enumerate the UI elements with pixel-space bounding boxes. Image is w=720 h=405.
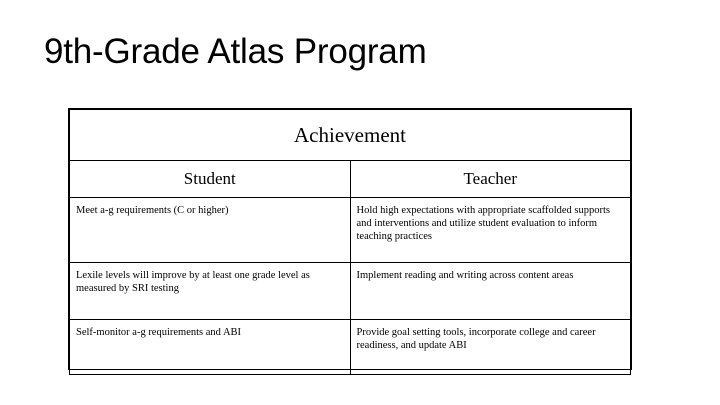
student-cell: Lexile levels will improve by at least one grade level as measured by SRI testing: [70, 263, 351, 320]
student-cell: Meet a-g requirements (C or higher): [70, 198, 351, 263]
table-row: [70, 263, 631, 320]
teacher-cell: Implement reading and writing across content areas: [350, 263, 631, 320]
achievement-table: [68, 108, 632, 370]
table-header-achievement: Achievement: [70, 110, 631, 161]
teacher-cell: Hold high expectations with appropriate scaffolded supports and interventions and utilize student evaluation to inform teaching practices: [350, 198, 631, 263]
student-cell: Self-monitor a-g requirements and ABI: [70, 320, 351, 375]
table-row: [70, 320, 631, 375]
achievement-grid: [69, 109, 631, 375]
column-header-teacher: Teacher: [350, 161, 631, 198]
slide-title: 9th-Grade Atlas Program: [44, 32, 427, 71]
column-header-student: Student: [70, 161, 351, 198]
table-row: [70, 198, 631, 263]
teacher-cell: Provide goal setting tools, incorporate college and career readiness, and update ABI: [350, 320, 631, 375]
table-header-row: [70, 110, 631, 161]
column-header-row: [70, 161, 631, 198]
